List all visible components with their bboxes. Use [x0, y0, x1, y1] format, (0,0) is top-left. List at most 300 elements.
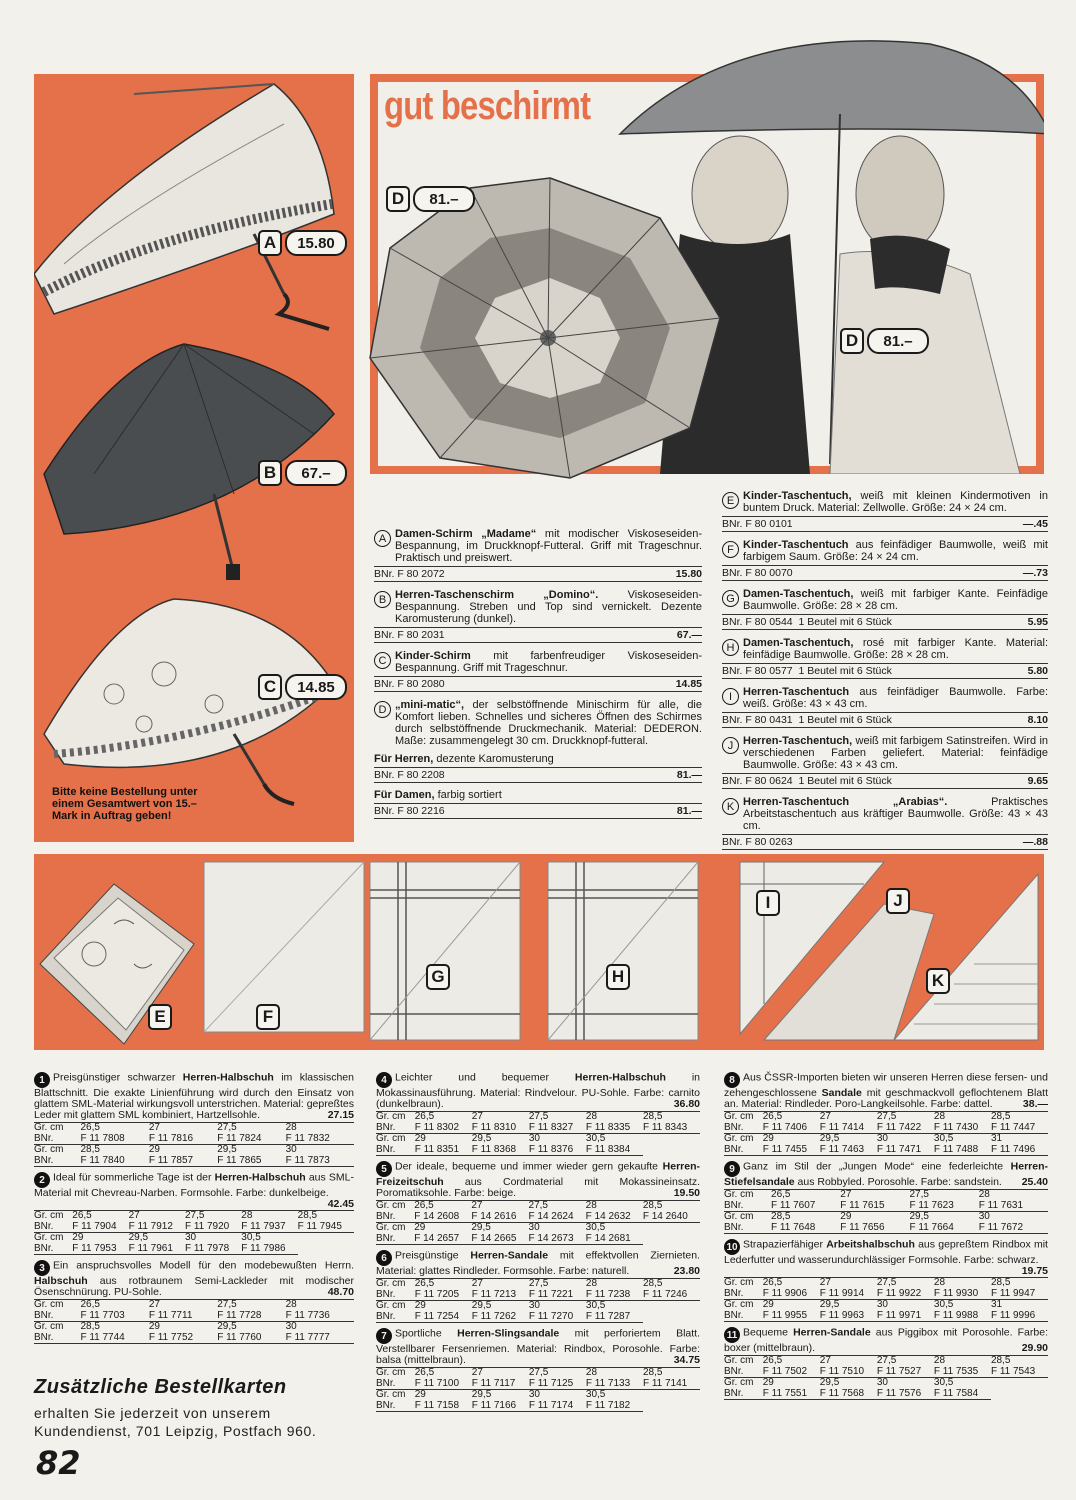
- order-number-cell: BNr.: [376, 1212, 414, 1223]
- size-cell: 26,5: [415, 1112, 472, 1123]
- handkerchief-item-k: [722, 796, 1048, 850]
- order-number-cell: F 11 7728: [217, 1311, 285, 1322]
- order-number-row: [722, 663, 1048, 679]
- size-cell: 30: [877, 1378, 934, 1389]
- item-name: Damen-Taschentuch,: [743, 637, 854, 649]
- size-cell: 30: [185, 1233, 241, 1244]
- item-name: Herren-Taschenschirm „Domino“.: [395, 589, 599, 601]
- order-number-cell: F 11 9988: [934, 1311, 991, 1322]
- order-number-cell: F 11 7986: [241, 1244, 297, 1255]
- order-number: BNr. F 80 2072: [374, 568, 445, 580]
- size-cell: 27,5: [185, 1211, 241, 1222]
- order-number-row: [376, 1401, 700, 1412]
- shoe-name: Herren-Stiefelsandale: [724, 1160, 1048, 1188]
- headline: gut beschirmt: [384, 84, 591, 128]
- size-row: [724, 1356, 1048, 1367]
- size-table: [724, 1355, 1048, 1400]
- order-number-cell: BNr.: [724, 1289, 763, 1300]
- size-cell: 26,5: [72, 1211, 128, 1222]
- size-cell: 29,5: [471, 1223, 528, 1234]
- size-cell: 30: [286, 1322, 354, 1333]
- handkerchief-item-j: [722, 735, 1048, 789]
- size-cell: 26,5: [763, 1112, 820, 1123]
- order-number-cell: F 11 9996: [991, 1311, 1048, 1322]
- order-number-cell: F 11 7584: [934, 1389, 991, 1400]
- shoe-item-8: [724, 1072, 1048, 1156]
- shoe-column-1: [34, 1072, 354, 1349]
- size-cell: 28,5: [643, 1112, 700, 1123]
- item-name: Damen-Schirm „Madame“: [395, 528, 537, 540]
- order-number-cell: F 11 7455: [763, 1145, 820, 1156]
- shoe-text-post: mit geschmackvoll geflochtenem Blatt an. Material: Rindleder. Poro-Langkeilsohle. Farbe: dattel.: [724, 1087, 1048, 1110]
- order-number-cell: F 11 7703: [80, 1311, 148, 1322]
- order-number-cell: F 11 7527: [877, 1367, 934, 1378]
- order-number-cell: F 11 7430: [934, 1123, 991, 1134]
- item-letter: F: [722, 541, 739, 558]
- handkerchief-item-h: [722, 637, 1048, 679]
- order-number-row: [374, 676, 702, 692]
- order-number-cell: F 11 8376: [529, 1145, 586, 1156]
- order-number-cell: F 11 7912: [129, 1222, 185, 1233]
- size-cell: Gr. cm: [34, 1145, 80, 1156]
- size-cell: Gr. cm: [34, 1211, 72, 1222]
- size-cell: Gr. cm: [724, 1212, 771, 1223]
- size-cell: 27: [472, 1112, 529, 1123]
- order-number-cell: BNr.: [724, 1223, 771, 1234]
- order-number-cell: F 11 7141: [643, 1379, 700, 1390]
- size-table: [34, 1122, 354, 1167]
- hk-label-g: G: [426, 964, 450, 990]
- item-letter: I: [722, 688, 739, 705]
- order-number-cell: F 11 7166: [472, 1401, 529, 1412]
- shoe-description: [34, 1171, 354, 1210]
- shoe-price: 23.80: [673, 1265, 700, 1277]
- shoe-text-pre: Bequeme: [743, 1326, 794, 1339]
- size-cell: 28: [979, 1190, 1048, 1201]
- order-number-cell: F 11 8343: [643, 1123, 700, 1134]
- item-description: [743, 490, 1048, 514]
- variant-label-herren: Für Herren, dezente Karomusterung: [374, 753, 554, 765]
- size-cell: 28,5: [80, 1145, 148, 1156]
- order-number: BNr. F 80 0263: [722, 836, 793, 848]
- shoe-text-pre: Strapazierfähiger: [743, 1238, 827, 1251]
- size-cell: 30: [529, 1223, 586, 1234]
- order-number-row: [724, 1389, 1048, 1400]
- item-text: aus feinfädiger Baumwolle, weiß mit farbigem Saum. Größe: 24 × 24 cm.: [743, 539, 1048, 563]
- shoe-text-post: aus SML-Material mit Chevreau-Narben. Formsohle. Farbe: dunkelbeige.: [34, 1171, 354, 1199]
- item-text: der selbstöffnende Minischirm für alle, die Komfort lieben. Schnelles und sicheres Öffnen des Schirmes durch selbstöffnende Druckmechanik. Material: DEDERON. Maße: zusammengelegt 30 cm. Druckknopf-futteral.: [395, 699, 702, 747]
- order-number-cell: F 11 7961: [129, 1244, 185, 1255]
- price-tag-letter: D: [840, 328, 864, 354]
- shoe-description: [34, 1260, 354, 1298]
- size-cell: 26,5: [415, 1368, 472, 1379]
- size-cell: 27,5: [529, 1201, 586, 1212]
- size-cell: 29: [72, 1233, 128, 1244]
- shoe-number: 2: [34, 1172, 50, 1188]
- hk-label-h: H: [606, 964, 630, 990]
- item-letter: C: [374, 652, 391, 669]
- order-number-cell: F 11 7857: [149, 1156, 217, 1167]
- order-number-cell: F 11 7551: [763, 1389, 820, 1400]
- item-price: 14.85: [675, 678, 702, 690]
- item-name: Kinder-Taschentuch: [743, 539, 849, 551]
- order-number-cell: BNr.: [376, 1379, 415, 1390]
- shoe-price: 19.75: [1021, 1265, 1048, 1277]
- size-row: [376, 1201, 700, 1212]
- item-price: —.45: [1022, 518, 1048, 530]
- item-text: weiß mit kleinen Kindermotiven in buntem Druck. Material: Zellwolle. Größe: 24 × 24 cm.: [743, 490, 1048, 514]
- shoe-description: [376, 1250, 700, 1277]
- shoe-text-pre: Ideal für sommerliche Tage ist der: [53, 1171, 215, 1184]
- order-number-cell: F 11 8351: [415, 1145, 472, 1156]
- price-tag-value: 14.85: [285, 674, 347, 700]
- item-description: [395, 650, 702, 674]
- shoe-price: 34.75: [673, 1354, 700, 1366]
- order-number-cell: F 11 7615: [840, 1201, 909, 1212]
- order-number-cell: BNr.: [724, 1367, 763, 1378]
- size-row: [724, 1112, 1048, 1123]
- price-tag-letter: D: [386, 186, 410, 212]
- shoe-name: Herren-Sandale: [470, 1249, 549, 1262]
- size-cell: Gr. cm: [724, 1378, 763, 1389]
- shoe-number: 3: [34, 1260, 50, 1276]
- order-number-cell: F 11 8335: [586, 1123, 643, 1134]
- size-cell: Gr. cm: [34, 1300, 80, 1311]
- umbrella-panel-left: [34, 74, 354, 842]
- price-tag-d-couple: [840, 328, 929, 354]
- item-price: 9.65: [1027, 775, 1048, 787]
- size-cell: 27: [820, 1112, 877, 1123]
- item-letter: H: [722, 639, 739, 656]
- shoe-text-pre: Ganz im Stil der „Jungen Mode“ eine federleichte: [743, 1160, 1011, 1173]
- order-number-cell: F 11 7744: [80, 1333, 148, 1344]
- hk-label-k: K: [926, 968, 950, 994]
- order-number-cell: F 11 7238: [586, 1290, 643, 1301]
- size-cell: 28,5: [643, 1201, 700, 1212]
- order-number-cell: BNr.: [724, 1145, 763, 1156]
- shoe-text-pre: Aus ČSSR-Importen bieten wir unseren Herren diese fersen- und zehengeschlossene: [724, 1071, 1048, 1099]
- order-number: BNr. F 80 0070: [722, 567, 793, 579]
- shoe-description: [724, 1072, 1048, 1110]
- order-number-cell: F 11 7100: [415, 1379, 472, 1390]
- size-cell: Gr. cm: [376, 1201, 414, 1212]
- size-cell: 27,5: [877, 1278, 934, 1289]
- shoe-text-pre: Preisgünstiger schwarzer: [53, 1071, 183, 1084]
- umbrella-item-d: [374, 699, 702, 819]
- size-cell: 29,5: [217, 1322, 285, 1333]
- item-name: Herren-Taschentuch „Arabias“.: [743, 796, 948, 808]
- order-number-cell: F 11 7623: [910, 1201, 979, 1212]
- order-number: BNr. F 80 0577 1 Beutel mit 6 Stück: [722, 665, 892, 677]
- order-number-cell: F 11 8302: [415, 1123, 472, 1134]
- shoe-column-2: [376, 1072, 700, 1417]
- item-price: 81.—: [676, 805, 702, 817]
- size-cell: 27,5: [877, 1356, 934, 1367]
- item-text: mit modischer Viskoseseiden-Bespannung, im Druckknopf-Futteral. Griff mit Trageschnur. Praktisch und preiswert.: [395, 528, 702, 564]
- size-row: [34, 1211, 354, 1222]
- order-number-cell: F 11 7904: [72, 1222, 128, 1233]
- shoe-item-5: [376, 1161, 700, 1245]
- item-name: Herren-Taschentuch,: [743, 735, 853, 747]
- order-number-cell: F 11 7117: [472, 1379, 529, 1390]
- price-tag-value: 81.–: [867, 328, 929, 354]
- order-number-cell: F 11 7736: [286, 1311, 354, 1322]
- size-row: [34, 1145, 354, 1156]
- price-tag-letter: C: [258, 674, 282, 700]
- size-cell: 28,5: [771, 1212, 840, 1223]
- umbrella-photo-frame: [370, 74, 1044, 474]
- size-cell: 28: [586, 1279, 643, 1290]
- size-cell: 28: [934, 1278, 991, 1289]
- order-number-row: [376, 1312, 700, 1323]
- size-cell: Gr. cm: [724, 1134, 763, 1145]
- order-number-cell: F 11 7631: [979, 1201, 1048, 1212]
- order-number-cell: F 11 7406: [763, 1123, 820, 1134]
- order-number-cell: F 14 2616: [471, 1212, 528, 1223]
- order-number-row: [34, 1156, 354, 1167]
- size-row: [34, 1300, 354, 1311]
- size-cell: 27: [129, 1211, 185, 1222]
- shoe-name: Herren-Sandale: [793, 1326, 871, 1339]
- order-number-cell: F 11 7873: [286, 1156, 354, 1167]
- size-cell: 27,5: [217, 1300, 285, 1311]
- shoe-name: Herren-Halbschuh: [214, 1171, 306, 1184]
- order-number-cell: BNr.: [724, 1123, 763, 1134]
- order-number-cell: BNr.: [376, 1312, 415, 1323]
- order-number-cell: F 11 7270: [529, 1312, 586, 1323]
- shoe-text-post: mit effektvollen Ziernieten. Material: glattes Rindleder. Formsohle. Farbe: naturell.: [376, 1249, 700, 1277]
- item-name: Kinder-Schirm: [395, 650, 471, 662]
- order-number-row: [34, 1134, 354, 1145]
- size-cell: 26,5: [80, 1123, 148, 1134]
- order-number-cell: F 11 7824: [217, 1134, 285, 1145]
- order-number-cell: F 11 7463: [820, 1145, 877, 1156]
- size-cell: 28: [586, 1368, 643, 1379]
- order-notice: Bitte keine Bestellung unter einem Gesamtwert von 15.– Mark in Auftrag geben!: [52, 786, 198, 822]
- size-table: [376, 1200, 700, 1245]
- umbrella-item-c: [374, 650, 702, 692]
- size-row: [376, 1368, 700, 1379]
- size-cell: 29: [763, 1378, 820, 1389]
- item-name: Herren-Taschentuch: [743, 686, 850, 698]
- size-cell: 27,5: [877, 1112, 934, 1123]
- shoe-price: 19.50: [673, 1187, 700, 1199]
- size-cell: Gr. cm: [376, 1390, 415, 1401]
- shoe-text-pre: Ein anspruchsvolles Modell für den modebewußten Herrn.: [53, 1259, 354, 1272]
- item-description: [395, 589, 702, 625]
- order-number-cell: F 11 7221: [529, 1290, 586, 1301]
- item-name: Kinder-Taschentuch,: [743, 490, 852, 502]
- shoe-text-post: aus Robbyled. Porosohle. Farbe: sandstein.: [794, 1176, 1002, 1188]
- size-cell: Gr. cm: [376, 1301, 415, 1312]
- size-cell: 30,5: [586, 1134, 643, 1145]
- extra-cards-text: erhalten Sie jederzeit von unserem Kundendienst, 701 Leipzig, Postfach 960.: [34, 1405, 317, 1439]
- shoe-description: [376, 1161, 700, 1199]
- order-number-cell: F 11 7488: [934, 1145, 991, 1156]
- order-number-row: [724, 1123, 1048, 1134]
- order-number-cell: F 14 2624: [529, 1212, 586, 1223]
- price-tag-value: 67.–: [285, 460, 347, 486]
- item-text: weiß mit farbigem Satinstreifen. Wird in verschiedenen Farben geliefert. Material: feinfädige Baumwolle. Größe: 43 × 43 cm.: [743, 735, 1048, 771]
- size-cell: 28: [934, 1112, 991, 1123]
- order-number-cell: F 11 7262: [472, 1312, 529, 1323]
- order-number-cell: BNr.: [376, 1234, 414, 1245]
- size-cell: 29,5: [820, 1134, 877, 1145]
- size-row: [376, 1223, 700, 1234]
- shoe-description: [376, 1072, 700, 1110]
- size-cell: 29: [149, 1322, 217, 1333]
- size-cell: 29: [840, 1212, 909, 1223]
- handkerchief-band: [34, 854, 1044, 1050]
- item-price: 5.95: [1027, 616, 1048, 628]
- order-number-cell: F 11 7568: [820, 1389, 877, 1400]
- order-number: BNr. F 80 0431 1 Beutel mit 6 Stück: [722, 714, 892, 726]
- size-cell: 29: [763, 1300, 820, 1311]
- price-tag-letter: B: [258, 460, 282, 486]
- shoe-number: 1: [34, 1072, 50, 1088]
- size-cell: 30,5: [934, 1378, 991, 1389]
- size-cell: 29: [415, 1134, 472, 1145]
- order-number-cell: F 11 7246: [643, 1290, 700, 1301]
- order-number-cell: F 14 2657: [414, 1234, 471, 1245]
- size-cell: 29,5: [472, 1134, 529, 1145]
- shoe-text-pre: Der ideale, bequeme und immer wieder gern gekaufte: [395, 1160, 663, 1173]
- size-cell: 28: [934, 1356, 991, 1367]
- order-number-row: [376, 1290, 700, 1301]
- size-cell: Gr. cm: [724, 1356, 763, 1367]
- order-number-cell: F 11 7414: [820, 1123, 877, 1134]
- item-description: [743, 539, 1048, 563]
- page-number: 82: [36, 1444, 81, 1482]
- order-number: BNr. F 80 0101: [722, 518, 793, 530]
- size-cell: 28: [286, 1123, 354, 1134]
- size-cell: 29: [414, 1223, 471, 1234]
- shoe-text-pre: Leichter und bequemer: [395, 1071, 575, 1084]
- shoe-text-pre: Sportliche: [395, 1327, 458, 1340]
- size-row: [724, 1212, 1048, 1223]
- shoe-number: 5: [376, 1161, 392, 1177]
- size-cell: 30: [979, 1212, 1048, 1223]
- order-number-cell: F 11 7865: [217, 1156, 285, 1167]
- order-number-row: [722, 712, 1048, 728]
- size-cell: 30: [877, 1134, 934, 1145]
- shoe-name: Herren-Slingsandale: [457, 1327, 560, 1340]
- size-cell: 30: [529, 1134, 586, 1145]
- order-number-cell: F 11 9971: [877, 1311, 934, 1322]
- umbrella-b-image: [34, 324, 354, 584]
- order-number-cell: F 11 7752: [149, 1333, 217, 1344]
- size-cell: 30,5: [586, 1301, 643, 1312]
- order-number-cell: F 11 7672: [979, 1223, 1048, 1234]
- size-cell: Gr. cm: [376, 1134, 415, 1145]
- price-tag-b: [258, 460, 347, 486]
- size-cell: 26,5: [415, 1279, 472, 1290]
- order-number-cell: F 11 7535: [934, 1367, 991, 1378]
- size-cell: 29,5: [820, 1300, 877, 1311]
- handkerchief-item-e: [722, 490, 1048, 532]
- order-number-cell: F 11 7254: [415, 1312, 472, 1323]
- shoe-number: 6: [376, 1250, 392, 1266]
- item-description: [743, 796, 1048, 832]
- item-text: mit farbenfreudiger Viskoseseiden-Bespannung. Griff mit Trageschnur.: [395, 650, 702, 674]
- order-number-cell: F 11 9914: [820, 1289, 877, 1300]
- order-number-cell: F 11 7510: [820, 1367, 877, 1378]
- shoe-name: Herren-Halbschuh: [182, 1071, 274, 1084]
- size-cell: 30,5: [586, 1223, 643, 1234]
- order-number-cell: F 11 7447: [991, 1123, 1048, 1134]
- shoe-text-post: aus Piggibox mit Porosohle. Farbe: boxer (mittelbraun).: [724, 1326, 1048, 1354]
- shoe-description: [376, 1328, 700, 1366]
- order-number-row: [724, 1223, 1048, 1234]
- size-row: [376, 1390, 700, 1401]
- umbrella-a-image: [34, 64, 354, 334]
- size-cell: 29: [763, 1134, 820, 1145]
- shoe-item-7: [376, 1328, 700, 1412]
- order-number-cell: F 11 7174: [529, 1401, 586, 1412]
- size-cell: 28,5: [991, 1112, 1048, 1123]
- order-number-cell: F 14 2681: [586, 1234, 643, 1245]
- item-text: Praktisches Arbeitstaschentuch aus kräftiger Baumwolle. Größe: 43 × 43 cm.: [743, 796, 1048, 832]
- size-row: [724, 1300, 1048, 1311]
- order-number-cell: BNr.: [724, 1201, 771, 1212]
- shoe-number: 8: [724, 1072, 740, 1088]
- hk-label-j: J: [886, 888, 910, 914]
- order-number-cell: F 14 2608: [414, 1212, 471, 1223]
- order-number-row: [376, 1145, 700, 1156]
- hk-label-f: F: [256, 1004, 280, 1030]
- size-cell: 30,5: [934, 1300, 991, 1311]
- order-number-row: [374, 767, 702, 783]
- shoe-text-post: aus Cordmaterial mit Mokassineinsatz. Poromatiksohle. Farbe: beige.: [376, 1176, 700, 1199]
- order-number-cell: F 11 7664: [910, 1223, 979, 1234]
- order-number-row: [34, 1311, 354, 1322]
- order-number-cell: BNr.: [34, 1156, 80, 1167]
- extra-cards-title: Zusätzliche Bestellkarten: [34, 1376, 287, 1398]
- size-cell: 27,5: [529, 1279, 586, 1290]
- shoe-item-1: [34, 1072, 354, 1167]
- shoe-name: Halbschuh: [34, 1275, 88, 1287]
- order-number-cell: F 11 9930: [934, 1289, 991, 1300]
- shoe-number: 7: [376, 1328, 392, 1344]
- order-number-cell: F 11 7832: [286, 1134, 354, 1145]
- order-number: BNr. F 80 2080: [374, 678, 445, 690]
- item-price: 8.10: [1027, 714, 1048, 726]
- item-text: rosé mit farbiger Kante. Material: feinfädige Baumwolle. Größe: 28 × 28 cm.: [743, 637, 1048, 661]
- size-cell: 29,5: [472, 1301, 529, 1312]
- size-cell: 30,5: [934, 1134, 991, 1145]
- size-cell: 27,5: [529, 1368, 586, 1379]
- umbrella-item-b: [374, 589, 702, 643]
- item-text: aus feinfädiger Baumwolle. Farbe: weiß. Größe: 43 × 43 cm.: [743, 686, 1048, 710]
- size-cell: 29,5: [217, 1145, 285, 1156]
- order-number-cell: BNr.: [376, 1401, 415, 1412]
- order-number-cell: F 11 7648: [771, 1223, 840, 1234]
- order-number-cell: F 11 7816: [149, 1134, 217, 1145]
- size-cell: Gr. cm: [376, 1223, 414, 1234]
- size-table: [34, 1299, 354, 1344]
- size-table: [724, 1111, 1048, 1156]
- shoe-price: 36.80: [673, 1098, 700, 1110]
- order-number-row: [376, 1234, 700, 1245]
- size-cell: 30: [529, 1301, 586, 1312]
- item-name: „mini-matic“,: [395, 699, 465, 711]
- order-number-cell: BNr.: [376, 1145, 415, 1156]
- size-table: [376, 1367, 700, 1412]
- order-number-row: [724, 1289, 1048, 1300]
- size-cell: 27: [820, 1278, 877, 1289]
- price-tag-value: 15.80: [285, 230, 347, 256]
- umbrella-item-a: [374, 528, 702, 582]
